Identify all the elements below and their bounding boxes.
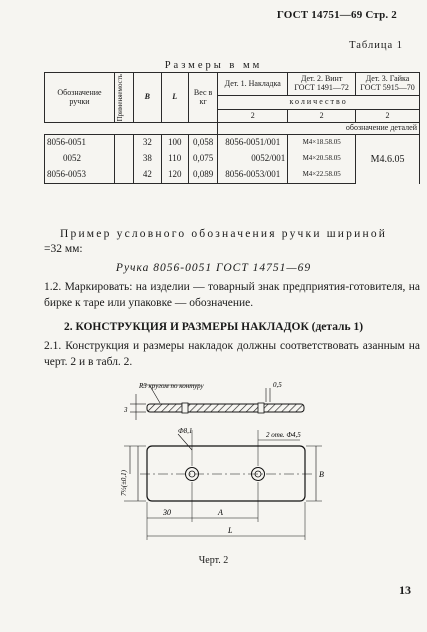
dim-30: 30 bbox=[163, 508, 171, 517]
dim-thickness: 3 bbox=[124, 406, 128, 414]
dim-hole: Ф8,1 bbox=[178, 427, 193, 435]
col-det1: Дет. 1. Накладка bbox=[218, 73, 288, 96]
col-name: Обозначение ручки bbox=[45, 73, 115, 123]
side-view bbox=[130, 385, 304, 420]
col-det3: Дет. 3. Гайка ГОСТ 5915—70 bbox=[356, 73, 420, 96]
dim-a: A bbox=[218, 508, 223, 517]
dim-holes-note: 2 отв. Ф4,5 bbox=[266, 431, 301, 439]
paragraph-1-2: 1.2. Маркировать: на изделии — товарный знак предприятия-готовителя, на бирке к таре или упаковке — обозначение. bbox=[44, 281, 420, 309]
example-line-2: =32 мм: bbox=[44, 243, 83, 255]
section-title: 2. КОНСТРУКЦИЯ И РАЗМЕРЫ НАКЛАДОК (деталь 1) bbox=[63, 321, 364, 333]
table-number: Таблица 1 bbox=[349, 40, 403, 51]
paragraph-2-1: 2.1. Конструкция и размеры накладок должны соответствовать азанным на черт. 2 и в табл. 2. bbox=[44, 340, 420, 368]
qty-det1: 2 bbox=[218, 109, 288, 122]
detail-code-label: обозначение деталей bbox=[218, 123, 420, 135]
example-line-1: Пример условного обозначения ручки шириной bbox=[60, 228, 388, 240]
dim-l: L bbox=[228, 526, 233, 535]
front-view bbox=[124, 430, 322, 540]
qty-det3: 2 bbox=[356, 109, 420, 122]
qty-label: количество bbox=[218, 96, 420, 109]
col-apply: Применяемость bbox=[114, 73, 133, 123]
col-weight: Вес в кг bbox=[188, 73, 217, 123]
table-row: 8056-0053 42 120 0,089 8056-0053/001 M4×22.58.05 bbox=[45, 167, 420, 184]
page-number: 13 bbox=[399, 583, 411, 597]
dim-top: 0,5 bbox=[273, 381, 282, 389]
col-b: B bbox=[134, 73, 161, 123]
note-radius: R3 кругом по контуру bbox=[139, 382, 204, 390]
qty-det2: 2 bbox=[288, 109, 356, 122]
dim-b: B bbox=[319, 470, 324, 479]
example-designation: Ручка 8056-0051 ГОСТ 14751—69 bbox=[115, 262, 312, 274]
dim-left-height: 7½(±0,1) bbox=[120, 469, 128, 496]
table-row: 8056-0051 32 100 0,058 8056-0051/001 M4×18.58.05 M4.6.05 bbox=[45, 135, 420, 152]
table-row: 0052 38 110 0,075 0052/001 M4×20.58.05 bbox=[45, 151, 420, 167]
figure-caption: Черт. 2 bbox=[198, 555, 229, 566]
page-header: ГОСТ 14751—69 Стр. 2 bbox=[276, 9, 397, 21]
col-l: L bbox=[161, 73, 188, 123]
table-caption: Размеры в мм bbox=[164, 60, 263, 71]
nut-code: M4.6.05 bbox=[356, 135, 420, 184]
col-det2: Дет. 2. Винт ГОСТ 1491—72 bbox=[288, 73, 356, 96]
